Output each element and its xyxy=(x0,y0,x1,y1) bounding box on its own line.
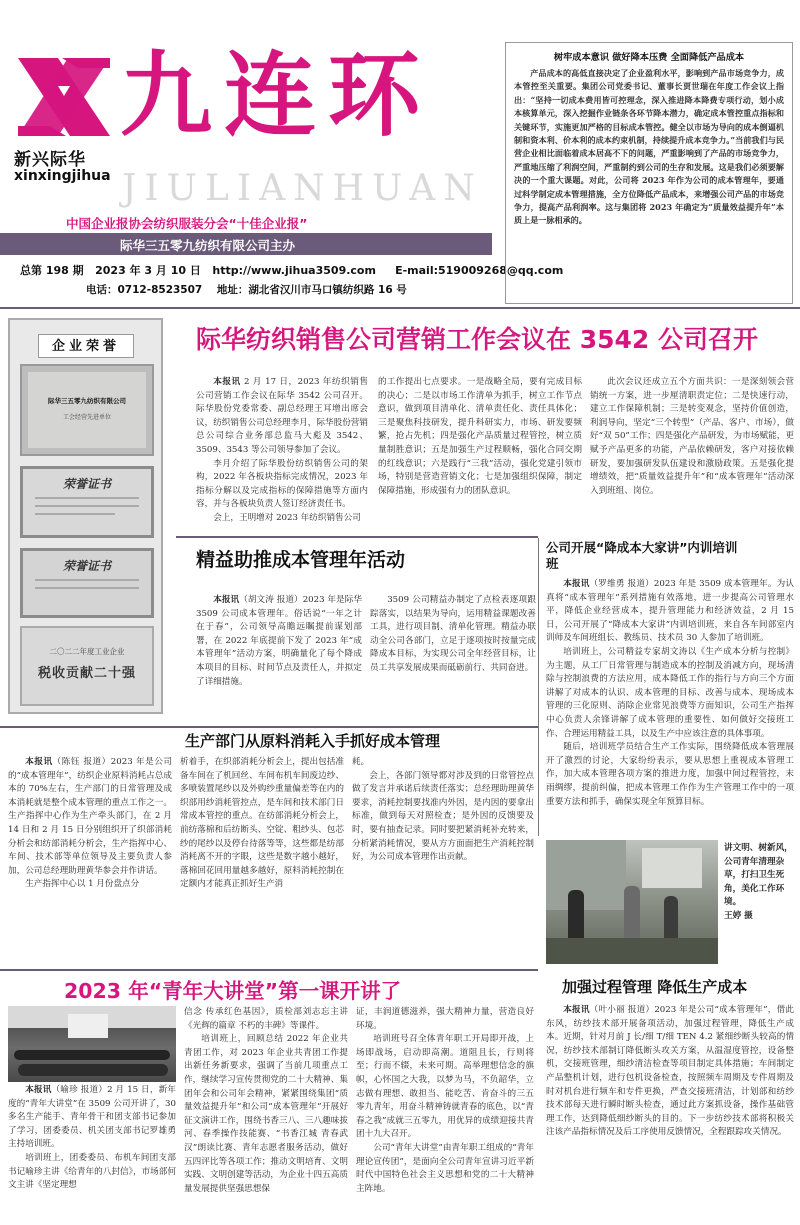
plaque2-line1: 二〇二二年度工业企业 xyxy=(49,647,125,656)
honor-line: 中国企业报协会纺织服装分会“十佳企业报” xyxy=(66,216,308,231)
issue-date: 2023 年 3 月 10 日 xyxy=(95,264,201,277)
issue-number: 总第 198 期 xyxy=(20,264,84,277)
honors-panel xyxy=(8,318,163,714)
website-link[interactable]: http://www.jihua3509.com xyxy=(212,264,376,277)
production-article-title: 生产部门从原料消耗入手抓好成本管理 xyxy=(185,732,441,750)
right-column-divider xyxy=(538,538,539,836)
main-article-col2: 的工作提出七点要求。一是战略全局，要有完成目标的决心；二是以市场工作清单为抓手，树立工作节点意识，做到项目清单化、清单责任化、责任具体化；三是聚焦科技研发，提升科研实力，市场、研发要频繁，抢占先机；四是强化产品质量过程管控，树立质量制胜意识；五是加强生产过程顺畅，强化合同交期的红线意识；六是践行“三我”活动，强化党建引领市场，特别是营造营销文化；七是加强组织保障，制定保障措施，形成强有力的团队意识。 xyxy=(378,377,582,496)
training-article-title: 公司开展“降成本大家讲”内训培训班 xyxy=(546,540,738,571)
lean-article-col2: 3509 公司精益办制定了点检表逐项跟踪落实，以结果为导向，运用精益课题改善工具，进行项目制、清单化管理。精益办联动全公司各部门，立足于逐项按时按量完成降成本目标，为实现公司全年经营目标，让员工共享发展成果而砥砺前行、共同奋进。 xyxy=(370,595,536,673)
issue-line xyxy=(20,262,563,278)
honors-title xyxy=(38,334,134,358)
lean-article-title: 精益助推成本管理年活动 xyxy=(196,549,406,571)
youth-article-col3: 证，丰润道德滋养，强大精神力量，营造良好环境。 培训班号召全体青年职工开局即开战，上场即战场，启动即高潮。道阻且长，行则将至；行而不辍，未来可期。高举理想信念的旗帜，心怀国之大我，以梦为马，不负韶华，立志做有理想、敢担当、能吃苦、肯奋斗的三五零九青年，用奋斗精神铸就青春的底色，以“青春之我”成就三五零九，用优异的成绩迎接共青团十九大召开。 公司“青年大讲堂”由青年职工组成的“青年理论宣传团”，是面向全公司青年宣讲习近平新时代中国特色社会主义思想和党的二十大精神主阵地。 xyxy=(356,1007,534,1194)
honors-title-text: 企业荣誉 xyxy=(51,339,120,354)
honor-certificate-2 xyxy=(20,548,154,618)
email-link[interactable]: E-mail:519009268@qq.com xyxy=(395,264,564,277)
production-article-col2: 析着手，在织部消耗分析会上，提出包括准备车间在了机回丝、车间布机车间废边纱、多喷装置尾纱以及外购纱重量偏差等在内的织部用纱消耗管控点，是车间和技术部门日常成本管控的重点。在纺部消耗分析会上，前纺落棉和后纺断头、空锭、粗纱头、包芯纱的尾纱以及停台待落等等，这些都是纺部消耗离不开的字眼，这些是数字越小越好，落棉回花回用量越多越好，原料消耗控制在定额内才能真正抓好生产消 xyxy=(180,757,344,890)
production-article-col1: 本报讯（陈钰 报道）2023 年是公司的“成本管理年”，纺织企业原料消耗占总成本的 70%左右，生产部门的日常管理及成本消耗就是整个成本管理的重点工作之一。生产指挥中心作为生产牵头部门，在 2 月 14 日和 2 月 15 日分别组织开了织部消耗分析会和纺部消耗分析会，生产指挥中心、车间、技术部等单位领导及主要负责人参加，公司总经理助理黄华参会并作讲话。 生产指挥中心以 1 月份盘点分 xyxy=(8,757,172,890)
main-article-col1: 本报讯 2 月 17 日，2023 年纺织销售公司营销工作会议在际华 3542 公司召开。际华股份党委常委、副总经理王耳增出席会议，纺织销售公司总经理李月，际华股份营销总公司综合业务部总监马大彪及 3542、3509、3543 等公司领导参加了会议。 李月介绍了际华股份纺织销售公司的架构，2022 年各板块指标完成情况，2023 年指标分解以及完成指标的保障措施等方面内容，并与各板块负责人签订经济责任书。 会上，王明增对 2023 年纺织销售公司 xyxy=(196,377,368,523)
newspaper-title: 九连环 xyxy=(120,41,433,149)
masthead-divider xyxy=(0,307,800,309)
plaque1-line2: 工会经营先进单位 xyxy=(62,414,111,421)
production-article-divider xyxy=(0,969,538,971)
title-pinyin: JIULIANHUAN xyxy=(122,168,483,209)
phone: 电话：0712-8523507 xyxy=(86,284,203,296)
main-article-title: 际华纺织销售公司营销工作会议在 3542 公司召开 xyxy=(196,325,758,354)
youth-article-title: 2023 年“青年大讲堂”第一课开讲了 xyxy=(64,979,402,1003)
address: 地址：湖北省汉川市马口镇纺织路 16 号 xyxy=(216,284,407,296)
cert1-title: 荣誉证书 xyxy=(62,477,111,491)
masthead xyxy=(0,0,564,300)
contact-line xyxy=(86,282,407,297)
training-article-body: 本报讯（罗维勇 报道）2023 年是 3509 成本管理年。为认真将“成本管理年”系列措施有效落地，进一步提高公司管理水平，降低企业经营成本，提升管理能力和经济效益，2 月 15 日，公司开展了“降成本大家讲”内训培训班，来自各车间部室内训师及车间班组长、教练员、技术员 30 人参加了培训班。 培训班上，公司精益专家胡文涛以《生产成本分析与控制》为主题，从工厂日常管理与制造成本的控制及消减方向，现场清除与控制浪费的方法应用，成本降低工作的指行与方向三个方面讲解了对成本的认识、成本管理的目标、改善与成本、现场成本管理的三化原则、消除企业常见浪费等方面知识，公司生产指挥中心负责人余锋讲解了成本管理的重要性、如何做好交接班工作、合理运用精益工具，以及生产中应该注意的具体事项。 随后，培训班学员结合生产工作实际，围绕降低成本管理展开了激烈的讨论，大家纷纷表示，要从思想上重视成本管理工作，加大成本管理各项方案的推进力度，加强中间过程管控，末雨绸缪，提前纠偏，把成本管理工作作为生产管理工作中的一项重要方法和抓手，确保实现全年预算目标。 xyxy=(546,579,794,807)
plaque2-line2: 税收贡献二十强 xyxy=(37,666,136,681)
editorial-body: 产品成本的高低直接决定了企业盈利水平，影响到产品市场竞争力，成本管控至关重要。集团公司党委书记、董事长贾世瑞在年度工作会议上指出：“坚持一切成本费用皆可控理念，深入推进降本降费专项行动，划小成本核算单元，深入挖掘作业链条各环节降本潜力，确定成本管控重点指标和关键环节，实施更加严格的目标成本管控。健全以市场为导向的成本倒逼机制和资本利、价本利的成本约束机制，持续提升成本竞争力。”当前我们与民营企业相比面临着成本居高不下的问题，严重影响到了产品的市场竞争力，严重地压缩了利润空间，严重制约到公司的生存和发展。这是我们必须要解决的一个重大课题。对此，公司将 2023 年作为公司的成本管理年，要通过科学制定成本管理措施，全方位降低产品成本，来增强公司产品的市场竞争力，提高产品利润率。这与集团将 2023 年确定为“质量效益提升年”本质上是一脉相承的。 xyxy=(514,68,784,226)
cleaning-photo-caption: 讲文明、树新风，公司青年清理杂草，打扫卫生死角，美化工作环境。 王婷 摄 xyxy=(724,842,794,924)
honor-certificate-1 xyxy=(20,466,154,538)
cleaning-photo xyxy=(546,840,718,964)
sponsor-text: 际华三五零九纺织有限公司主办 xyxy=(120,238,296,253)
lecture-photo xyxy=(8,1006,176,1082)
sponsor-bar xyxy=(0,233,492,255)
process-article-body: 本报讯（叶小丽 报道）2023 年是公司“成本管理年”，借此东风，纺纱技术部开展备项活动，加强过程管理，降低生产成本。近期，针对月前 J 长/细 T/细 TEN 4.2 紧细纱断头较高的情况，纺纱技术部制订降低断头攻关方案，从温湿度管控，设备整机，交接班管理，细纱清洁检查等项目制定具体措施；车间制定产品整机计划，进行包机设备检查，按照频车周期及专件周期及时对机台进行频车和专件更换，严查交接班清洁，计划部和纺纱技术部每天进行瞬时断头检查，通过此方案抓设备，操作基础管理工作，达到降低细纱断头的目的。下一步纺纱技术部将积极关注该产品指标情况及后工序使用反馈情况，全程跟踪攻关情况。 xyxy=(546,1005,794,1138)
brand-cn: 新兴际华 xyxy=(14,150,86,170)
lean-article-divider xyxy=(0,726,538,728)
production-article-col3: 耗。 会上，各部门领导都对涉及到的日常管控点做了发言并承诺后续责任落实；总经理助理黄华要求，消耗控制要找准内外因，是内因的要拿出标准，做到每天对照检查；是外因的反馈要及时，要有抽查记录。同时要把紧消耗补充转来，分析紧消耗情况，要从方方面面把生产消耗控制好，为公司成本管理作出贡献。 xyxy=(352,757,534,863)
brand-pinyin: xinxingjihua xyxy=(14,168,111,184)
main-article-divider xyxy=(176,536,538,538)
youth-article-col1: 本报讯（喻珍 报道）2 月 15 日，新年度的“青年大讲堂”在 3509 公司开讲了，30 多名生产能手、青年骨干和团支部书记参加了学习，团委委员、机关团支部书记罗雄勇主持培训班。 培训班上，团委委员、布机车间团支部书记喻珍主讲《给青年的八封信》，市场部何文主讲《坚定理想 xyxy=(8,1085,176,1191)
cert2-title: 荣誉证书 xyxy=(62,559,111,573)
editorial-title: 树牢成本意识 做好降本压费 全面降低产品成本 xyxy=(553,52,745,63)
honor-plaque-1 xyxy=(20,364,154,456)
main-article-col3: 此次会议还成立五个方面共识：一是深刻领会营销统一方案，进一步厘清职责定位；二是快速行动，建立工作保障机制；三是转变观念，坚持价值创造，利润导向，坚定“三个转型”（产品、客户、市场），做好“双 50”工作；四是强化产品研发，为市场赋能，更赋予产品更多的功能，产品依赖研发，客户对接依赖研发，要加强研发队伍建设和激励政策。五是强化提增绩效，把“质量效益提升年”和“成本管理年”活动深入到班组、岗位。 xyxy=(590,377,794,496)
editorial-box xyxy=(505,42,793,304)
cleaning-photo-credit: 王婷 摄 xyxy=(724,910,753,921)
honor-plaque-2 xyxy=(20,626,154,706)
lean-article-col1: 本报讯（胡文涛 报道）2023 年是际华 3509 公司成本管理年。俗话说“一年之计在于春”，公司领导高瞻远瞩提前谋划部署，在 2022 年底提前下发了 2023 年“成本管理年”活动方案，明确量化了每个降成本项目的目标、时间节点及责任人，并拟定了详细措施。 xyxy=(196,595,362,687)
xinxing-logo-icon xyxy=(18,58,110,136)
plaque1-line1: 际华三五零九纺织有限公司 xyxy=(48,397,126,405)
youth-article-col2: 信念 传承红色基因》，质检部刘志忘主讲《光辉的篇章 不朽的丰碑》等课件。 培训班上，回顾总结 2022 年企业共青团工作，对 2023 年企业共青团工作提出新任务新要求，强调了当前几项重点工作，继续学习宣传贯彻党的二十大精神、集团年会和公司年会精神，紧紧围绕集团“质量效益提升年”和公司“成本管理年”开展好征文演讲工作，围绕书香三八、三八趣味拔河、春季操作技能赛、“书香江城 青春武汉”朗读比赛、青年志愿者服务活动，做好五四评比等各项工作；推动文明培育、文明实践、文明创建等活动，为企业十四五高质量发展提供坚强思想保 xyxy=(184,1007,348,1194)
process-article-title: 加强过程管理 降低生产成本 xyxy=(562,978,748,996)
